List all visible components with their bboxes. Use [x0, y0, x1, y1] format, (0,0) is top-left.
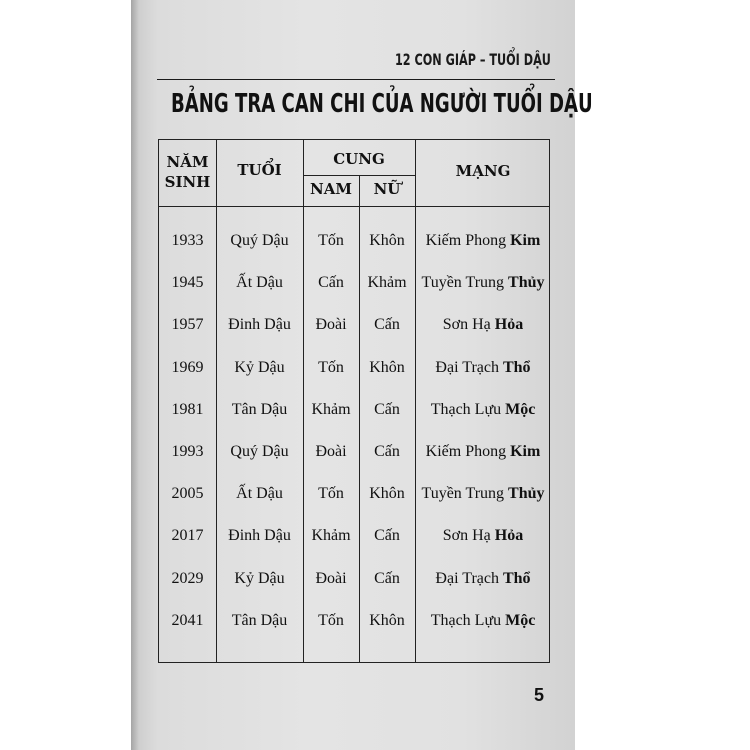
- mang-element: Thủy: [508, 485, 545, 503]
- cell-mang: [415, 612, 551, 630]
- cell-nam: Tốn: [318, 485, 344, 503]
- cell-mang: [415, 401, 551, 419]
- header-cung-nu: NỮ: [373, 180, 401, 198]
- cell-nu: Khôn: [369, 232, 405, 249]
- cell-year: 1993: [171, 443, 204, 460]
- cell-mang: [415, 316, 551, 334]
- cell-nam: Khảm: [311, 400, 351, 418]
- mang-prefix: Đại Trạch: [435, 358, 499, 376]
- cell-nam: Cấn: [318, 274, 344, 292]
- cell-mang: [415, 274, 551, 292]
- mang-element: Hỏa: [494, 316, 524, 334]
- cell-mang: [415, 485, 551, 503]
- cell-nu: Cấn: [374, 569, 400, 587]
- cell-nu: Khôn: [369, 611, 405, 629]
- cell-tuoi: Kỷ Dậu: [234, 569, 285, 587]
- cell-tuoi: Đinh Dậu: [228, 527, 291, 545]
- cell-year: 2029: [171, 569, 204, 587]
- mang-element: Kim: [510, 232, 541, 249]
- mang-element: Thổ: [502, 358, 531, 376]
- cell-tuoi: Ất Dậu: [236, 485, 283, 503]
- header-cung: CUNG: [333, 150, 385, 168]
- cell-nu: Cấn: [374, 316, 400, 334]
- mang-element: Hỏa: [494, 527, 524, 545]
- mang-prefix: Kiếm Phong: [425, 443, 507, 460]
- cell-tuoi: Quý Dậu: [230, 443, 289, 460]
- mang-prefix: Kiếm Phong: [425, 232, 507, 249]
- header-rule: [157, 79, 555, 80]
- cell-mang: [415, 232, 551, 250]
- cell-year: 2041: [171, 611, 204, 629]
- mang-element: Thủy: [508, 274, 545, 292]
- cell-tuoi: Kỷ Dậu: [234, 358, 285, 376]
- mang-element: Mộc: [505, 400, 536, 418]
- cell-nam: Tốn: [318, 611, 344, 629]
- cell-mang: [415, 570, 551, 588]
- page-number: 5: [534, 685, 545, 705]
- cell-nu: Khảm: [367, 274, 407, 292]
- header-bottom-rule: [159, 206, 549, 207]
- header-year: [159, 152, 216, 192]
- cell-nam: Tốn: [318, 358, 344, 376]
- cell-year: 2005: [171, 485, 204, 503]
- mang-element: Thổ: [502, 569, 531, 587]
- cell-year: 1957: [171, 316, 204, 334]
- cell-tuoi: Tân Dậu: [231, 611, 288, 629]
- cell-year: 1969: [171, 358, 204, 376]
- cell-tuoi: Tân Dậu: [231, 400, 288, 418]
- cell-nam: Đoài: [315, 443, 347, 460]
- cell-mang: [415, 359, 551, 377]
- cell-year: 2017: [171, 527, 204, 545]
- can-chi-table: [158, 139, 550, 663]
- cell-mang: [415, 443, 551, 461]
- header-tuoi: TUỔI: [237, 161, 282, 179]
- mang-prefix: Sơn Hạ: [442, 316, 491, 334]
- header-cung-nam: NAM: [310, 180, 352, 198]
- mang-prefix: Thạch Lựu: [430, 400, 502, 418]
- mang-prefix: Sơn Hạ: [442, 527, 491, 545]
- header-mang: MẠNG: [455, 162, 511, 180]
- mang-element: Mộc: [505, 611, 536, 629]
- mang-prefix: Tuyền Trung: [421, 485, 505, 503]
- cell-mang: [415, 527, 551, 545]
- cell-nu: Khôn: [369, 358, 405, 376]
- cell-nu: Cấn: [374, 527, 400, 545]
- page-gutter-shadow: [131, 0, 139, 750]
- header-year-line1: NĂM: [166, 153, 209, 171]
- running-head: 12 CON GIÁP – TUỔI DẬU: [395, 50, 551, 69]
- header-year-line2: SINH: [164, 173, 211, 191]
- cell-nam: Đoài: [315, 569, 347, 587]
- mang-prefix: Đại Trạch: [435, 569, 499, 587]
- mang-prefix: Thạch Lựu: [430, 611, 502, 629]
- cell-nu: Cấn: [374, 443, 400, 460]
- cell-nu: Cấn: [374, 400, 400, 418]
- cell-tuoi: Đinh Dậu: [228, 316, 291, 334]
- cell-year: 1933: [171, 232, 204, 249]
- page-title: BẢNG TRA CAN CHI CỦA NGƯỜI TUỔI DẬU: [171, 89, 593, 119]
- cell-tuoi: Ất Dậu: [236, 274, 283, 292]
- cell-nam: Tốn: [318, 232, 344, 249]
- cung-subheader-rule: [303, 175, 415, 176]
- cell-nam: Đoài: [315, 316, 347, 334]
- cell-year: 1945: [171, 274, 204, 292]
- cell-year: 1981: [171, 400, 204, 418]
- cell-nu: Khôn: [369, 485, 405, 503]
- mang-prefix: Tuyền Trung: [421, 274, 505, 292]
- mang-element: Kim: [510, 443, 541, 460]
- cell-tuoi: Quý Dậu: [230, 232, 289, 249]
- cell-nam: Khảm: [311, 527, 351, 545]
